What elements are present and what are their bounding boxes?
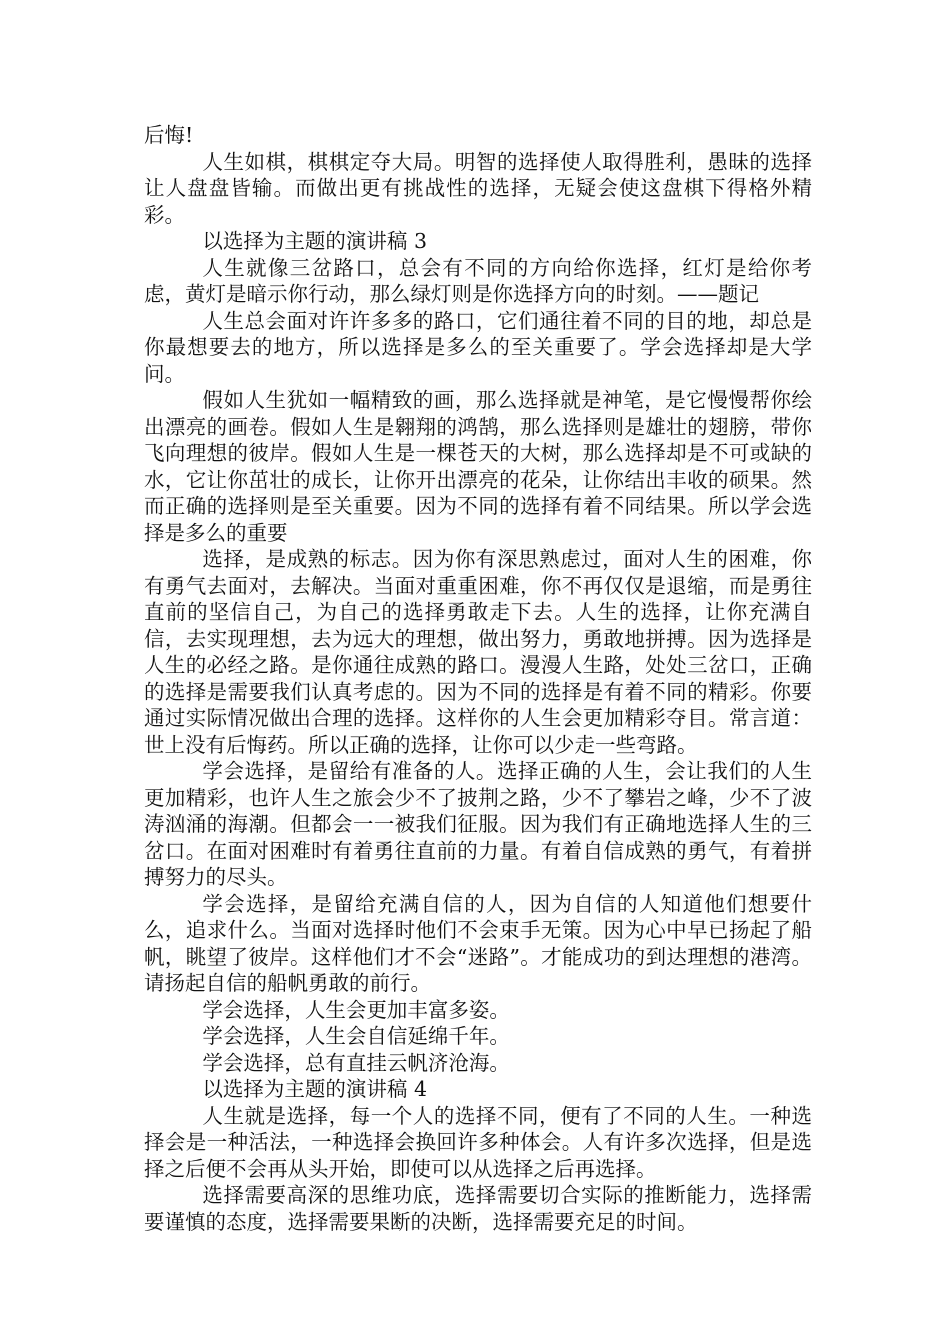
paragraph: 人生就像三岔路口，总会有不同的方向给你选择，红灯是给你考虑，黄灯是暗示你行动，那么绿灯则是你选择方向的时刻。——题记 <box>144 255 812 306</box>
paragraph: 学会选择，是留给有准备的人。选择正确的人生，会让我们的人生更加精彩，也许人生之旅会少不了披荆之路，少不了攀岩之峰，少不了波涛汹涌的海潮。但都会一一被我们征服。因为我们有正确地选择人生的三岔口。在面对困难时有着勇往直前的力量。有着自信成熟的勇气，有着拼搏努力的尽头。 <box>144 759 812 889</box>
section-heading: 以选择为主题的演讲稿 3 <box>202 229 427 253</box>
paragraph: 人生如棋，棋棋定夺大局。明智的选择使人取得胜利，愚昧的选择让人盘盘皆输。而做出更有挑战性的选择，无疑会使这盘棋下得格外精彩。 <box>144 149 812 227</box>
paragraph: 学会选择，人生会自信延绵千年。 <box>202 1024 510 1048</box>
document-page <box>144 122 812 1235</box>
paragraph: 选择，是成熟的标志。因为你有深思熟虑过，面对人生的困难，你有勇气去面对，去解决。当面对重重困难，你不再仅仅是退缩，而是勇往直前的坚信自己，为自己的选择勇敢走下去。人生的选择，让你充满自信，去实现理想，去为远大的理想，做出努力，勇敢地拼搏。因为选择是人生的必经之路。是你通往成熟的路口。漫漫人生路，处处三岔口，正确的选择是需要我们认真考虑的。因为不同的选择是有着不同的精彩。你要通过实际情况做出合理的选择。这样你的人生会更加精彩夺目。常言道：世上没有后悔药。所以正确的选择，让你可以少走一些弯路。 <box>144 547 812 757</box>
paragraph-continuation: 后悔! <box>144 123 194 147</box>
paragraph: 学会选择，人生会更加丰富多姿。 <box>202 997 510 1022</box>
paragraph: 选择需要高深的思维功底，选择需要切合实际的推断能力，选择需要谨慎的态度，选择需要果断的决断，选择需要充足的时间。 <box>144 1183 812 1234</box>
paragraph: 人生总会面对许许多多的路口，它们通往着不同的目的地，却总是你最想要去的地方，所以选择是多么的至关重要了。学会选择却是大学问。 <box>144 308 812 386</box>
paragraph: 学会选择，是留给充满自信的人，因为自信的人知道他们想要什么，追求什么。当面对选择时他们不会束手无策。因为心中早已扬起了船帆，眺望了彼岸。这样他们才不会“迷路”。才能成功的到达理想的港湾。请扬起自信的船帆勇敢的前行。 <box>144 891 812 995</box>
paragraph: 假如人生犹如一幅精致的画，那么选择就是神笔，是它慢慢帮你绘出漂亮的画卷。假如人生是翱翔的鸿鹄，那么选择则是雄壮的翅膀，带你飞向理想的彼岸。假如人生是一棵苍天的大树，那么选择却是不可或缺的水，它让你茁壮的成长，让你开出漂亮的花朵，让你结出丰收的硕果。然而正确的选择则是至关重要。因为不同的选择有着不同结果。所以学会选择是多么的重要 <box>144 388 812 545</box>
section-heading: 以选择为主题的演讲稿 4 <box>202 1077 427 1101</box>
paragraph: 人生就是选择，每一个人的选择不同，便有了不同的人生。一种选择会是一种活法，一种选择会换回许多种体会。人有许多次选择，但是选择之后便不会再从头开始，即使可以从选择之后再选择。 <box>144 1103 812 1181</box>
paragraph: 学会选择，总有直挂云帆济沧海。 <box>202 1050 510 1075</box>
